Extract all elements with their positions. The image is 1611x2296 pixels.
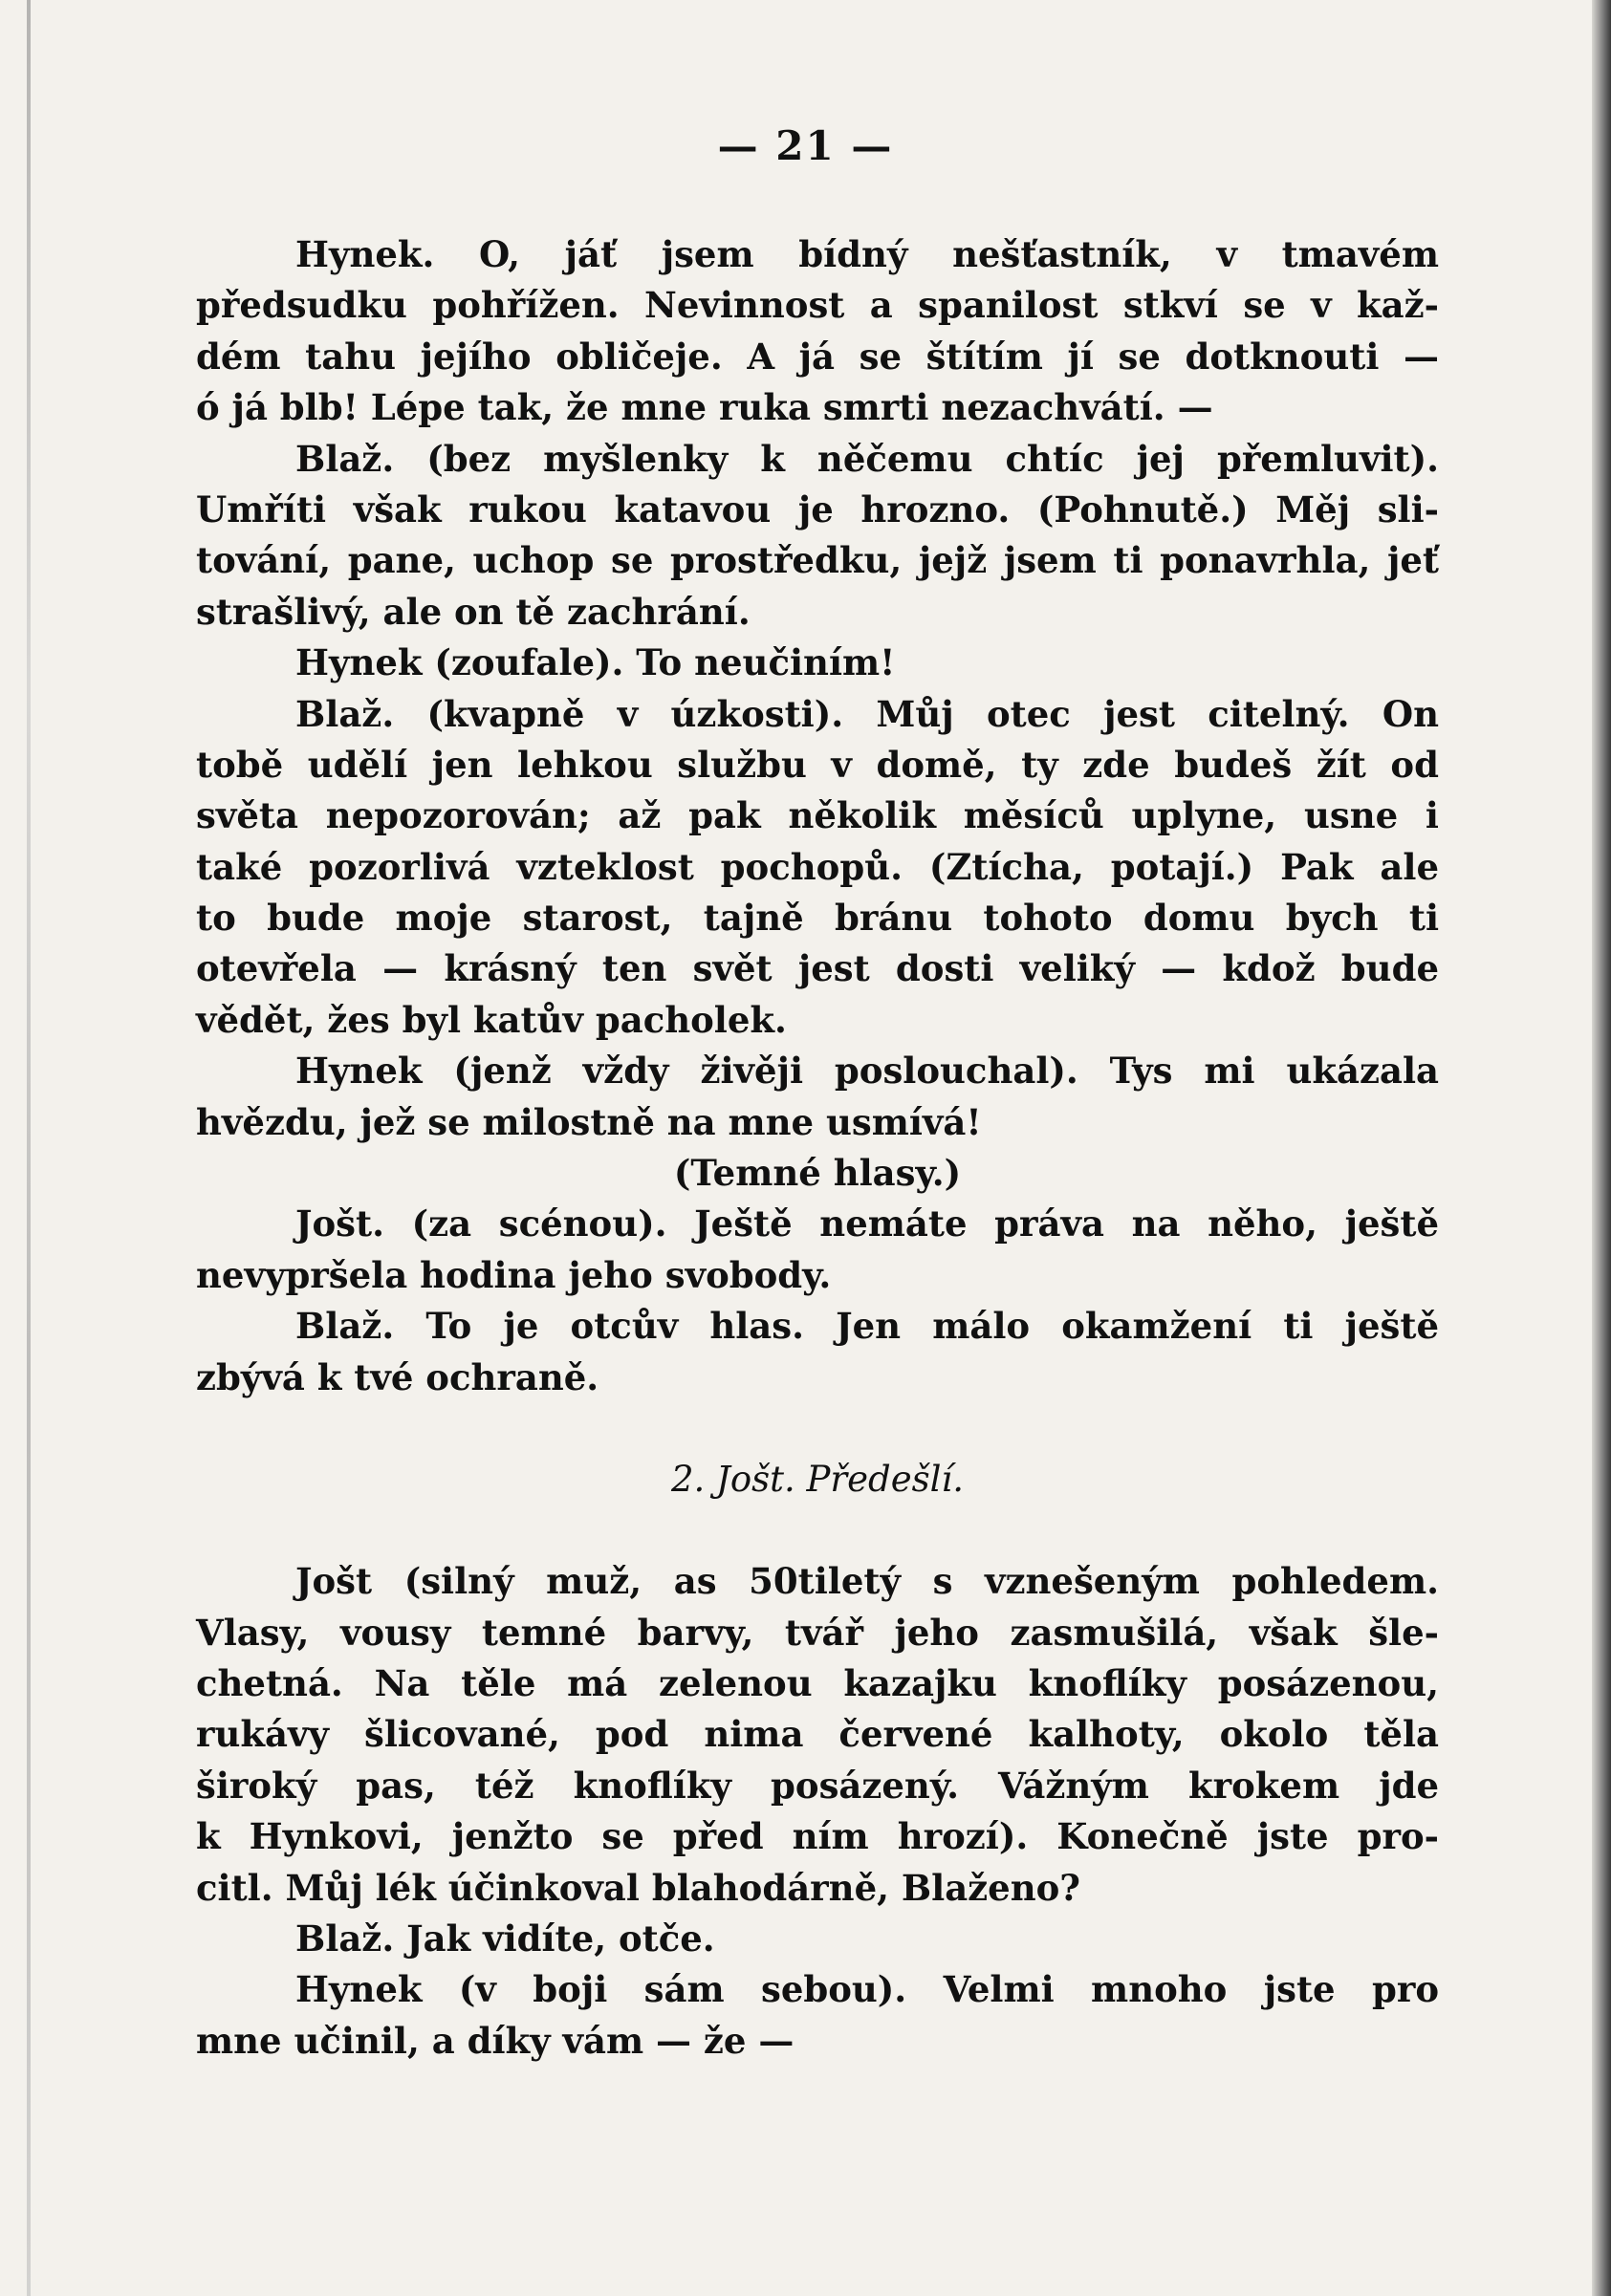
text-line: Blaž. (kvapně v úzkosti). Můj otec jest citelný. On: [295, 692, 1439, 735]
page-right-edge: [1592, 0, 1611, 2296]
text-line: citl. Můj lék účinkoval blahodárně, Blaženo?: [196, 1866, 1080, 1909]
text-line: tování, pane, uchop se prostředku, jejž jsem ti ponavrhla, jeť: [196, 539, 1439, 582]
text-line: Blaž. (bez myšlenky k něčemu chtíc jej přemluvit).: [295, 437, 1439, 480]
text-line: Hynek (jenž vždy živěji poslouchal). Tys mi ukázala: [295, 1050, 1439, 1093]
text-line: Hynek. O, jáť jsem bídný nešťastník, v tmavém: [295, 233, 1439, 275]
text-line: Umříti však rukou katavou je hrozno. (Pohnutě.) Měj sli-: [196, 487, 1439, 531]
page-number: — 21 —: [717, 122, 894, 169]
text-line: široký pas, též knoflíky posázený. Vážným krokem jde: [196, 1764, 1439, 1807]
text-line: strašlivý, ale on tě zachrání.: [196, 590, 751, 633]
text-line: (Temné hlasy.): [673, 1152, 962, 1195]
text-line: Hynek (zoufale). To neučiním!: [295, 641, 896, 684]
text-line: Jošt (silný muž, as 50tiletý s vznešeným pohledem.: [295, 1560, 1439, 1603]
scene-heading: 2. Jošt. Předešlí.: [670, 1459, 965, 1501]
dialogue-block-1: [196, 229, 1439, 1403]
text-line: také pozorlivá vzteklost pochopů. (Ztícha, potají.) Pak ale: [196, 845, 1439, 888]
text-line: Jošt. (za scénou). Ještě nemáte práva na něho, ještě: [295, 1202, 1439, 1245]
text-line: světa nepozorován; až pak několik měsíců uplyne, usne i: [196, 794, 1439, 837]
text-line: Vlasy, vousy temné barvy, tvář jeho zasmušilá, však šle-: [196, 1611, 1439, 1654]
text-line: otevřela — krásný ten svět jest dosti veliký — kdož bude: [196, 947, 1439, 990]
text-line: Blaž. To je otcův hlas. Jen málo okamžení ti ještě: [295, 1305, 1439, 1348]
text-line: hvězdu, jež se milostně na mne usmívá!: [196, 1100, 982, 1143]
text-line: Hynek (v boji sám sebou). Velmi mnoho jste pro: [295, 1968, 1439, 2011]
text-line: Blaž. Jak vidíte, otče.: [295, 1917, 715, 1960]
spacer: [196, 1403, 1439, 1454]
text-line: předsudku pohřížen. Nevinnost a spanilost stkví se v kaž-: [196, 284, 1439, 327]
text-line: nevypršela hodina jeho svobody.: [196, 1253, 832, 1296]
text-line: to bude moje starost, tajně bránu tohoto domu bych ti: [196, 897, 1439, 940]
page-binding-edge: [27, 0, 31, 2296]
text-line: mne učinil, a díky vám — že —: [196, 2019, 795, 2062]
text-line: dém tahu jejího obličeje. A já se štítím jí se dotknouti —: [196, 335, 1439, 378]
text-line: tobě udělí jen lehkou službu v domě, ty zde budeš žít od: [196, 743, 1439, 786]
dialogue-block-2: [196, 1556, 1439, 2067]
body-text: [196, 229, 1439, 2067]
text-line: zbývá k tvé ochraně.: [196, 1355, 599, 1398]
text-line: ó já blb! Lépe tak, že mne ruka smrti nezachvátí. —: [196, 386, 1213, 429]
text-line: k Hynkovi, jenžto se před ním hrozí). Konečně jste pro-: [196, 1815, 1439, 1858]
text-line: vědět, žes byl katův pacholek.: [196, 998, 787, 1041]
text-line: chetná. Na těle má zelenou kazajku knoflíky posázenou,: [196, 1661, 1439, 1704]
text-line: rukávy šlicované, pod nima červené kalhoty, okolo těla: [196, 1713, 1439, 1756]
